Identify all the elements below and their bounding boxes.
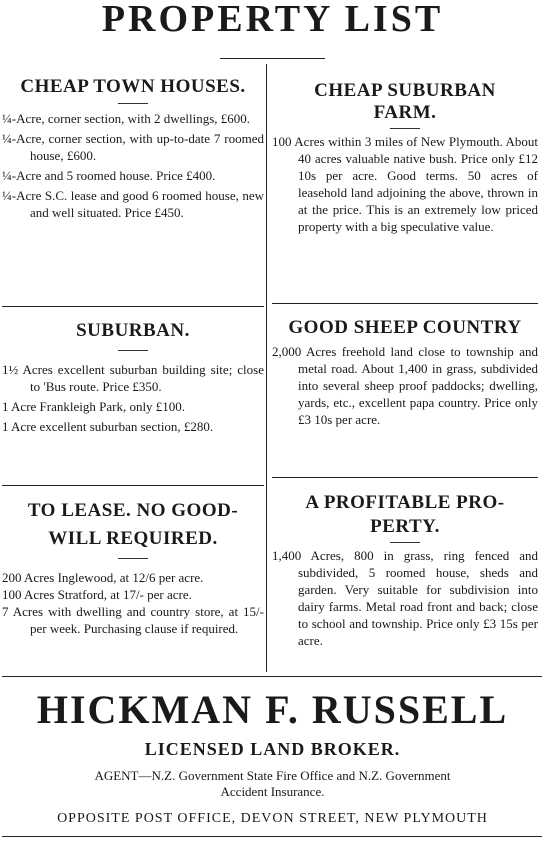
page-title: PROPERTY LIST — [101, 0, 444, 40]
list-item: 200 Acres Inglewood, at 12/6 per acre. — [2, 570, 204, 585]
section-body: 1,400 Acres, 800 in grass, ring fenced and subdivided, 5 roomed house, sheds and garden. Very suitable for subdivision into dairy farms. Metal road front and back; close to school and township. Price only £3 15s per acre. — [272, 548, 538, 648]
section-rule — [2, 485, 264, 486]
list-item: ¼-Acre and 5 roomed house. Price £400. — [2, 168, 216, 183]
section-divider — [390, 128, 420, 129]
section-heading: GOOD SHEEP COUNTRY — [288, 317, 522, 338]
list-item: 1 Acre excellent suburban section, £280. — [2, 419, 214, 434]
list-item: 1½ Acres excellent suburban building site; close to 'Bus route. Price £350. — [2, 362, 264, 394]
section-heading: CHEAP TOWN HOUSES. — [20, 76, 246, 97]
title-divider — [220, 58, 325, 59]
section-rule — [272, 477, 538, 478]
section-heading-line1: A PROFITABLE PRO- — [305, 492, 505, 513]
agent-line-1: AGENT—N.Z. Government State Fire Office and N.Z. Government — [94, 768, 451, 783]
section-heading-line2: PERTY. — [370, 516, 440, 537]
section-body: 2,000 Acres freehold land close to township and metal road. About 1,400 in grass, subdivided into several sheep proof paddocks; dwelling, yards, etc., excellent papa country. Price only £3 10s per acre. — [272, 344, 538, 427]
section-heading: SUBURBAN. — [76, 320, 190, 341]
list-item: 1 Acre Frankleigh Park, only £100. — [2, 399, 186, 414]
section-heading-line1: TO LEASE. NO GOOD- — [27, 500, 239, 521]
list-item: ¼-Acre S.C. lease and good 6 roomed house, new and well situated. Price £450. — [2, 188, 264, 220]
section-rule — [2, 306, 264, 307]
list-item: ¼-Acre, corner section, with 2 dwellings, £600. — [2, 111, 251, 126]
section-good-sheep-country — [272, 317, 538, 428]
section-heading-line1: CHEAP SUBURBAN — [314, 80, 496, 101]
broker-title: LICENSED LAND BROKER. — [144, 739, 401, 759]
section-suburban — [2, 320, 264, 435]
footer-bottom-rule — [2, 836, 542, 837]
list-item: 100 Acres Stratford, at 17/- per acre. — [2, 587, 192, 602]
section-divider — [118, 103, 148, 104]
section-cheap-town-houses — [2, 76, 264, 221]
section-divider — [118, 350, 148, 351]
section-profitable-property — [272, 492, 538, 649]
section-heading-line2: WILL REQUIRED. — [48, 528, 218, 549]
section-divider — [390, 542, 420, 543]
section-cheap-suburban-farm — [272, 80, 538, 235]
list-item: 7 Acres with dwelling and country store, at 15/- per week. Purchasing clause if required. — [2, 604, 264, 636]
footer-rule — [2, 676, 542, 677]
list-item: ¼-Acre, corner section, with up-to-date 7 roomed house, £600. — [2, 131, 264, 163]
broker-name: HICKMAN F. RUSSELL — [36, 687, 509, 732]
section-rule — [272, 303, 538, 304]
broker-address: OPPOSITE POST OFFICE, DEVON STREET, NEW PLYMOUTH — [57, 811, 488, 826]
column-divider — [266, 64, 267, 672]
section-heading-line2: FARM. — [373, 102, 437, 123]
agent-line-2: Accident Insurance. — [220, 784, 325, 799]
section-divider — [118, 558, 148, 559]
section-to-lease — [2, 500, 264, 637]
section-body: 100 Acres within 3 miles of New Plymouth. About 40 acres valuable native bush. Price only £12 10s per acre. Good terms. 50 acres of leasehold land adjoining the above, thrown in at the price. This is an extremely low priced property with a big speculative value. — [272, 134, 538, 234]
